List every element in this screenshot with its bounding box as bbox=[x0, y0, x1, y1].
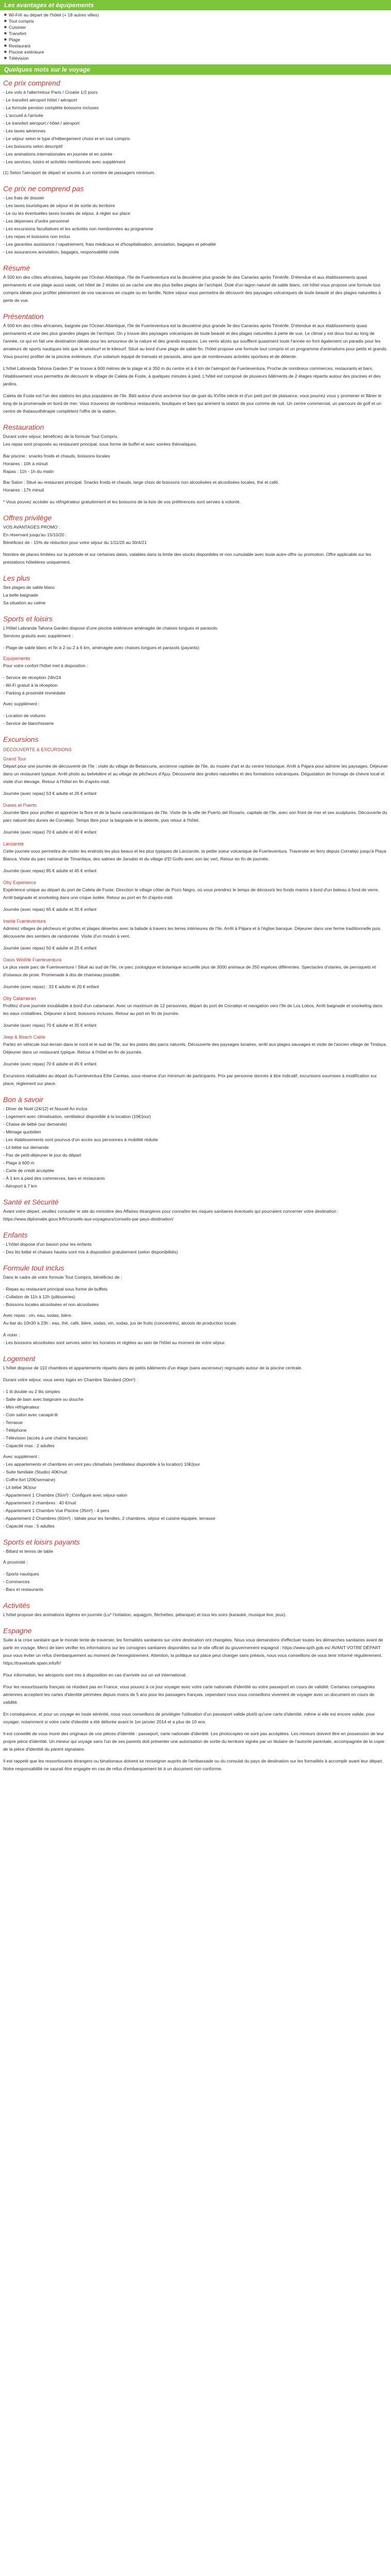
bullet-icon: ■ bbox=[4, 31, 7, 36]
bullet-icon: ■ bbox=[4, 37, 7, 42]
paragraph: L'Hôtel Labranda Tahona Garden dispose d'une piscine extérieure aménagée de chaises longues et parasols. Services gratuits avec supplément : bbox=[3, 625, 219, 638]
amenities-banner bbox=[0, 0, 391, 10]
section-6 bbox=[3, 574, 388, 607]
detail-item: - Les vols à l'aller/retour Paris / Croatie 1/2 jours bbox=[3, 90, 98, 95]
section-title: Restauration bbox=[3, 423, 44, 431]
bullet-icon: ■ bbox=[4, 43, 7, 48]
detail-item: - Les taxes touristiques de séjour et de sortie du territoire bbox=[3, 203, 115, 208]
detail-list bbox=[3, 1570, 388, 1594]
detail-item: - Parking à proximité immédiate bbox=[3, 690, 66, 696]
paragraph: Journée (avec repas) 70 € adulte et 45 € enfant bbox=[3, 1061, 97, 1066]
detail-item: - Ménage quotidien bbox=[3, 1129, 41, 1134]
detail-item: - Aéroport à 7 km bbox=[3, 1183, 37, 1189]
paragraph: Journée (avec repas) 70 € adulte et 35 € enfant bbox=[3, 1023, 97, 1028]
paragraph: À 500 km des côtes africaines, baignée par l'Océan Atlantique, l'île de Fuerteventura est la deuxième plus grande île des Canaries après Ténérife. D'étendue et aux établissements quasi permanents et une des plus grandes plages de l'archipel. On y trouve des paysages volcaniques de toute beauté et des plages naturelles à perte de vue. Le climat y est doux tout au long de l'année, ce qui en fait une destination idéale pour les amoureux de la nature et des grands espaces. Les vents alizés qui soufflent quasiment toute l'année en font également un paradis pour les amateurs de sports nautiques tels que le windsurf et le kitesurf. Situé au bord d'une plage de sable fin, l'hôtel propose une formule tout compris et un programme d'animations pour petits et grands. Vous pourrez profiter de la piscine extérieure, d'un solarium équipé de transats et parasols, ainsi que de nombreuses activités sportives et de détente. bbox=[3, 323, 388, 359]
paragraph: En conséquence, et pour un voyage en toute sérénité, nous vous conseillons de privilégier l'utilisation d'un passeport valide plutôt qu'une carte d'identité, même si elle est encore valide, pour voyager, notamment si votre carte d'identité a été délivrée avant le 1er janvier 2014 et a plus de 10 ans. bbox=[3, 1711, 375, 1724]
paragraph: Dans le cadre de votre formule Tout Compris, bénéficiez de : bbox=[3, 1275, 122, 1280]
section-title: Formule tout inclus bbox=[3, 1264, 64, 1272]
amenities-title: Les avantages et équipements bbox=[4, 2, 94, 9]
paragraph: L'hôtel propose des animations légères en journée (Lu* l'initiation, aquagym, fléchettes, pétanque) et tous les soirs (karaoké, musique live, jeux). bbox=[3, 1612, 287, 1617]
detail-item: - Salle de bain avec baignoire ou douche bbox=[3, 1397, 84, 1402]
detail-item: - Les établissements sont pourvus d'un accès aux personnes à mobilité réduite bbox=[3, 1137, 158, 1142]
section-subtitle: DÉCOUVERTE & EXCURSIONS bbox=[3, 747, 72, 752]
section-8 bbox=[3, 735, 388, 1088]
detail-item: - Boissons locales alcoolisées et non alcoolisées bbox=[3, 1302, 99, 1307]
paragraph: Journée (avec repas) 53 € adulte et 26 € enfant bbox=[3, 791, 97, 796]
paragraph: Nombre de places limitées sur la période et sur certaines dates, valables dans la limite des stocks disponibles et non cumulable avec toute autre offre ou promotion. Offre applicable sur les prestations hôtelières uniquement. bbox=[3, 552, 371, 565]
detail-item: - Le transfert aéroport hôtel / aéroport bbox=[3, 97, 77, 103]
detail-item: - Chaise de bébé (sur demande) bbox=[3, 1122, 67, 1127]
detail-item: - Terrasse bbox=[3, 1420, 23, 1425]
subheading: Inside Fuerteventura bbox=[3, 919, 46, 924]
detail-item: - Les taxes aériennes bbox=[3, 128, 46, 133]
detail-list bbox=[3, 712, 388, 727]
paragraph: Profitez d'une journée inoubliable à bord d'un catamaran. Avec un maximum de 12 personnes, départ du port de Corralejo et navigation vers l'île de Los Lobos. Arrêt baignade et snorkeling dans les eaux cristallines. Déjeuner à bord, boissons incluses. Retour au port en fin de journée. bbox=[3, 1003, 383, 1016]
subheading: Oasis Wildlife Fuerteventura bbox=[3, 957, 62, 962]
detail-list bbox=[3, 644, 388, 652]
detail-item: - Carte de crédit acceptée bbox=[3, 1168, 54, 1173]
section-1 bbox=[3, 184, 388, 256]
detail-item: - Mini réfrigérateur bbox=[3, 1404, 40, 1410]
detail-item: Rapas : 11h - 1h du matin bbox=[3, 469, 54, 474]
paragraph: Avec supplément : - Les appartements et chambres en vent peu climatisés (ventilateur disponible à la location) 10€/jour - Suite familiale (Studio) 40€/nuit - Coffre-fort (20€/semaine) - Lit bébé 3€/jour - Appartement 1 Chambre (35m²) : Configuré avec séjour-salon - Appartement 2 chambres : 40 €/nuit - Appartement 1 Chambre Vue Piscine (35m²) - 4 pers - Appartement 2 Chambres (60m²) : Idéale pour les familles, 2 chambres, séjour et cuisine équipée, terrasse - Capacité max : 5 adultes bbox=[3, 1454, 216, 1529]
section-title: Résumé bbox=[3, 264, 30, 272]
detail-item: - Collation de 11h à 12h (pâtisseries) bbox=[3, 1294, 75, 1299]
detail-list bbox=[3, 674, 388, 697]
paragraph: Journée (avec repas) 85 € adulte et 45 € enfant bbox=[3, 868, 97, 873]
bullet-icon: ■ bbox=[4, 56, 7, 60]
section-title: Activités bbox=[3, 1601, 30, 1609]
paragraph: Journée (avec repas) 50 € adulte et 25 € enfant bbox=[3, 945, 97, 951]
amenity-item bbox=[4, 24, 388, 30]
section-10 bbox=[3, 1198, 388, 1223]
detail-item: Ses plages de sable blanc bbox=[3, 585, 55, 590]
detail-list bbox=[3, 1548, 388, 1555]
detail-item: - Commerces bbox=[3, 1579, 30, 1584]
subheading: Grand Tour bbox=[3, 756, 26, 761]
detail-item: Bar piscine : snacks froids et chauds, boissons locales bbox=[3, 453, 110, 459]
subheading: Oby Experience bbox=[3, 880, 37, 885]
detail-item: - Service de réception 24h/24 bbox=[3, 675, 61, 680]
paragraph: VOS AVANTAGES PROMO : En réservant jusqu'au 15/10/20 : Bénéficiez de - 15% de réduction pour votre séjour du 1/11/20 au 30/4/21 bbox=[3, 524, 147, 545]
amenity-label: Cuisinier bbox=[9, 25, 26, 30]
detail-item: - Les dépenses d'ordre personnel bbox=[3, 218, 69, 224]
detail-item: - Le transfert aéroport / hôtel / aéroport bbox=[3, 121, 80, 126]
amenity-item bbox=[4, 18, 388, 24]
paragraph: Pour information, les aéroports sont mis à disposition en cas d'arrivée sur un vol international. bbox=[3, 1672, 187, 1677]
section-5 bbox=[3, 514, 388, 566]
detail-item: - 1 lit double ou 2 lits simples bbox=[3, 1389, 60, 1394]
detail-list bbox=[3, 1285, 388, 1309]
paragraph: Durant votre séjour, bénéficiez de la formule Tout Compris. Les repas sont proposés au restaurant principal, sous forme de buffet et avec soirées thématiques. bbox=[3, 434, 198, 447]
paragraph: Cette journée vous permettra de visiter les endroits les plus beaux et les plus typiques de Lanzarote, la petite soeur volcanique de Fuerteventura. Traversée en ferry depuis Corralejo jusqu'à Playa Blanca. Visite du parc national de Timanfaya, des salines de Janubio et du village d'El Golfo avec son lac vert. Retour en fin de journée. bbox=[3, 849, 386, 861]
subheading: Oby Catamaran bbox=[3, 996, 36, 1001]
detail-item: - Plage de sable blanc et fin à 2 ou 2 à 6 km, aménagée avec chaises longues et parasols (payants) bbox=[3, 645, 200, 650]
section-title: Présentation bbox=[3, 312, 44, 320]
paragraph: À proximité : bbox=[3, 1560, 28, 1565]
section-0 bbox=[3, 79, 388, 177]
section-title: Bon à savoir bbox=[3, 1095, 43, 1104]
paragraph: Journée (avec repas) 70 € adulte et 40 € enfant bbox=[3, 829, 97, 835]
paragraph: Expérience unique au départ du port de Caleta de Fuste. Direction le village côtier de Pozo Negro, où vous prendrez le temps de découvrir les fonds marins à bord d'un bateau à fond de verre. Arrêt baignade et snorkeling dans une crique isolée. Retour au port en fin d'après-midi. bbox=[3, 887, 379, 900]
amenity-label: Tout compris bbox=[9, 19, 34, 24]
detail-item: - Service de blanchisserie bbox=[3, 721, 54, 726]
amenity-label: Restaurant bbox=[9, 43, 31, 48]
detail-item: - À 1 km à pied des commerces, bars et restaurants bbox=[3, 1176, 105, 1181]
section-title: Santé et Sécurité bbox=[3, 1198, 59, 1206]
detail-list bbox=[3, 1241, 388, 1256]
amenity-item bbox=[4, 49, 388, 55]
detail-item: - Les assurances annulation, bagages, responsabilité civile bbox=[3, 249, 119, 255]
paragraph: Durant votre séjour, vous serez logés en Chambre Standard (20m²) : bbox=[3, 1377, 138, 1382]
paragraph: Bar Salon : Situé au restaurant principal. Snacks froids et chauds, large choix de boissons non alcoolisées et alcoolisées locales, thé et café. Horaires : 17h minuit bbox=[3, 480, 280, 493]
detail-item: - Téléphone bbox=[3, 1428, 27, 1433]
detail-item: - Les garanties assistance / rapatriement, frais médicaux et d'hospitalisation, annulation, bagages et pénalité bbox=[3, 242, 216, 247]
amenity-label: Piscine extérieure bbox=[9, 49, 44, 55]
amenity-item bbox=[4, 12, 388, 18]
bullet-icon: ■ bbox=[4, 19, 7, 23]
section-15 bbox=[3, 1601, 388, 1619]
detail-item: - Repas au restaurant principal sous forme de buffets bbox=[3, 1286, 108, 1292]
bullet-icon: ■ bbox=[4, 49, 7, 54]
detail-item: - Les repas et boissons non inclus bbox=[3, 234, 70, 239]
detail-item: - Pas de petit-déjeuner le jour du départ bbox=[3, 1153, 82, 1158]
paragraph: Partez en véhicule tout-terrain dans le nord et le sud de l'île, sur les pistes des parcs naturels. Découverte des paysages lunaires, arrêt aux plages sauvages et visite de l'ancien village de Tindaya. Déjeuner dans un restaurant typique. Retour à l'hôtel en fin de journée. bbox=[3, 1042, 387, 1055]
section-11 bbox=[3, 1231, 388, 1256]
section-title: Ce prix ne comprend pas bbox=[3, 184, 84, 193]
detail-item: - Plage à 600 m bbox=[3, 1160, 35, 1165]
detail-item: - Télévision (accès à une chaîne française) bbox=[3, 1435, 88, 1440]
detail-list bbox=[3, 1105, 388, 1190]
section-16 bbox=[3, 1626, 388, 1773]
paragraph: Journée libre pour profiter et apprécier la flore et de la faune caractéristiques de l'île. Visite de la ville de Puerto del Rosario, capitale de l'île, avec son front de mer et ses sculptures. Découverte du parc naturel des dunes de Corralejo. Temps libre pour la baignade et la détente, puis retour à l'hôtel. bbox=[3, 810, 387, 823]
paragraph: À noter : - Les boissons alcoolisées sont servies selon les horaires et réglées au sein de l'hôtel au moment de votre séjour. bbox=[3, 1332, 226, 1345]
detail-item: - Le ou les éventuelles taxes locales de séjour, à régler sur place bbox=[3, 211, 131, 216]
bullet-icon: ■ bbox=[4, 25, 7, 29]
detail-item: - Lit bébé sur demande bbox=[3, 1145, 49, 1150]
detail-item: La belle baignade bbox=[3, 592, 38, 598]
paragraph: Il est conseillé de vous munir des originaux de vos pièces d'identité : passeport, carte nationale d'identité. Les photocopies ne sont pas acceptées. Les mineurs doivent être en possession de leur propre pièce d'identité. Un mineur qui voyage sans l'un de ses parents doit présenter une autorisation de sortie du territoire signée par un titulaire de l'autorité parentale, accompagnée de la copie de la pièce d'identité du parent signataire. bbox=[3, 1731, 385, 1752]
detail-item: - L'accueil à l'arrivée bbox=[3, 113, 43, 118]
detail-item: - L'hôtel dispose d'un bassin pour les enfants bbox=[3, 1242, 92, 1247]
detail-item: - Bars et restaurants bbox=[3, 1587, 43, 1592]
section-3 bbox=[3, 312, 388, 415]
detail-item: - Les boissons selon descriptif bbox=[3, 144, 63, 149]
section-13 bbox=[3, 1354, 388, 1530]
amenity-item bbox=[4, 30, 388, 37]
detail-list bbox=[3, 452, 388, 476]
section-title: Les plus bbox=[3, 574, 30, 582]
stay-banner bbox=[0, 64, 391, 75]
paragraph: Pour votre confort l'hôtel met à disposition : bbox=[3, 663, 88, 668]
amenity-label: Plage bbox=[9, 37, 20, 42]
section-title: Excursions bbox=[3, 735, 39, 743]
paragraph: Excursions réalisables au départ du Fuerteventura Elite Caretas, sous réserve d'un minimum de participants. Prix par personne donnés à titre indicatif, excursions soumises à modification sur place, règlement sur place. bbox=[3, 1073, 377, 1086]
section-14 bbox=[3, 1538, 388, 1594]
detail-item: - Les services, loisirs et activités mentionnés avec supplément bbox=[3, 159, 125, 164]
paragraph: Caleta de Fuste est l'un des stations les plus populaires de l'île. Bâti autour d'une ancienne tour de guet du XVIIIe siècle et d'un petit port de plaisance, vous pourrez vous y promener et flâner le long de la promenade en bord de mer. Vous trouverez de nombreux restaurants, boutiques et bars qui animent la station de jour comme de nuit. Un centre commercial, un parcours de golf et un centre de thalassothérapie complètent l'offre de la station. bbox=[3, 393, 382, 414]
amenity-item bbox=[4, 43, 388, 49]
amenities-list bbox=[3, 10, 388, 64]
section-7 bbox=[3, 615, 388, 727]
paragraph: Avec repas : vin, eau, sodas, bière. Au bar du 10h30 à 23h : eau, thé, café, bière, sodas, vin, sodas, jus de fruits (concentrés), alcools de production locale. bbox=[3, 1313, 237, 1326]
paragraph: (1) Selon l'aéroport de départ et soumis à un nombre de passagers minimum. bbox=[3, 170, 155, 175]
section-title: Offres privilège bbox=[3, 514, 52, 522]
detail-item: Sa situation au calme bbox=[3, 600, 46, 605]
detail-list bbox=[3, 584, 388, 607]
detail-item: - Location de voitures bbox=[3, 713, 46, 718]
subheading: Dunes et Puerto bbox=[3, 803, 37, 808]
paragraph: Suite à la crise sanitaire que le monde tente de traverser, les formalités sanitaires sur votre destination ont changées. Nous vous demandons d'effectuer toutes les démarches sanitaires avant de partir en voyage. Merci de bien vérifier les informations sur les consignes sanitaires disponibles sur le site officiel du gouvernement espagnol : https://www.spth.gob.es/ AVANT VOTRE DÉPART pour vous éviter un refus d'embarquement au moment de l'enregistrement. Attention, la politique sur place peut changer sans préavis, nous vous conseillons de vous tenir informé régulièrement. https://travelsafe.spain.info/fr/ bbox=[3, 1637, 383, 1666]
section-title: Ce prix comprend bbox=[3, 79, 60, 87]
detail-item: - Les excursions facultatives et les activités non mentionnées au programme bbox=[3, 226, 153, 231]
detail-item: - Les animations internationales en journée et en soirée bbox=[3, 151, 112, 157]
section-2 bbox=[3, 264, 388, 304]
detail-item: Horaires : 10h à minuit bbox=[3, 461, 48, 466]
paragraph: À 500 km des côtes africaines, baignée par l'Océan Atlantique, l'île de Fuerteventura est la deuxième plus grande île des Canaries après Ténérife. D'étendue et aux établissements quasi permanents et une plage aussi vaste, cet hôtel de 2 étoiles où se cache une des plus belles plages de l'archipel. Doté d'un lagon naturel de sable blanc, cet hôtel vous propose une formule tout compris idéale pour profiter pleinement de vos vacances en couple ou en famille. Notre séjour vous permettra de découvrir des paysages volcaniques de toute beauté et des plages naturelles à perte de vue. bbox=[3, 275, 381, 303]
section-9 bbox=[3, 1095, 388, 1190]
subheading: Jeep & Beach Cable bbox=[3, 1035, 46, 1040]
section-title: Logement bbox=[3, 1354, 36, 1363]
subheading: Equipements bbox=[3, 656, 30, 661]
section-title: Sports et loisirs bbox=[3, 615, 53, 623]
detail-list bbox=[3, 89, 388, 166]
section-title: Espagne bbox=[3, 1626, 32, 1635]
detail-item: - Des lits bébé et chaises hautes sont mis à disposition gratuitement (selon disponibilités) bbox=[3, 1249, 178, 1255]
detail-item: - Wi-Fi gratuit à la réception bbox=[3, 683, 58, 688]
paragraph: Journée (avec repas) 65 € adulte et 35 € enfant bbox=[3, 907, 97, 912]
paragraph: Admirez villages de pêcheurs et grottes et plages désertes avec la balade à travers les terres intérieures de l'île. Arrêt à Pájara et à l'église baroque. Déjeuner dans une ferme traditionnelle puis découverte des sentiers de randonnée. Visite d'un moulin à vent. bbox=[3, 926, 381, 939]
bullet-icon: ■ bbox=[4, 12, 7, 17]
detail-item: - Coin salon avec canapé-lit bbox=[3, 1412, 58, 1417]
paragraph: Journée (avec repas) : 33 € adulte et 20 € enfant bbox=[3, 984, 99, 989]
section-title: Enfants bbox=[3, 1231, 28, 1239]
sections-container bbox=[3, 79, 388, 1773]
detail-list bbox=[3, 1388, 388, 1450]
amenity-label: Télévision bbox=[9, 56, 29, 61]
detail-item: - Sports nautiques bbox=[3, 1571, 39, 1577]
detail-list bbox=[3, 194, 388, 256]
amenity-item bbox=[4, 55, 388, 61]
section-4 bbox=[3, 423, 388, 506]
section-title: Sports et loisirs payants bbox=[3, 1538, 80, 1546]
paragraph: Il est rappelé que les ressortissants étrangers ou binationaux doivent se renseigner auprès de l'ambassade ou du consulat du pays de destination sur les formalités à accomplir avant leur départ. Notre responsabilité ne saurait être engagée en cas de refus d'embarquement lié à un document non conforme. bbox=[3, 1758, 383, 1771]
detail-item: - Le séjour selon le type d'hébergement choisi et en tout compris bbox=[3, 136, 130, 141]
paragraph: Le plus vaste parc de Fuerteventura ! Situé au sud de l'île, ce parc zoologique et botanique accueille plus de 3000 animaux de 250 espèces différentes. Spectacles d'otaries, de perroquets et d'oiseaux de proie. Promenade à dos de chameau possible. bbox=[3, 964, 376, 977]
paragraph: L'hôtel dispose de 110 chambres et appartements répartis dans de petits bâtiments d'un étage (sans ascenseur) regroupés autour de la piscine centrale. bbox=[3, 1365, 303, 1370]
detail-item: - Les frais de dossier bbox=[3, 195, 44, 200]
subheading: Lanzarote bbox=[3, 841, 24, 846]
detail-item: - La formule pension complète boissons incluses bbox=[3, 105, 99, 110]
detail-item: - Capacité max : 2 adultes bbox=[3, 1443, 55, 1448]
section-12 bbox=[3, 1264, 388, 1347]
paragraph: Départ pour une journée de découverte de l'île : visite du village de Betancuria, ancienne capitale de l'île, du musée d'art et du centre historique. Arrêt à Pájara pour admirer les paysages. Déjeuner dans un restaurant typique. Arrêt photo au belvédère et au village de pêcheurs d'Ajuy. Découverte des grottes naturelles et des formations volcaniques. Dégustation de fromage de chèvre local et visite d'un élevage. Retour à l'hôtel en fin d'après-midi. bbox=[3, 764, 388, 784]
amenity-label: Wi-Fi® au départ de l'hôtel (+ 18 autres villes) bbox=[9, 12, 99, 18]
detail-item: - Logement avec climatisation, ventilateur disponible à la location (10€/jour) bbox=[3, 1114, 151, 1119]
paragraph: * Vous pouvez accéder au réfrigérateur gratuitement et les boissons de la liste de vos préférences sont servies à volonté. bbox=[3, 499, 241, 504]
amenity-item bbox=[4, 37, 388, 43]
paragraph: Avant votre départ, veuillez consulter le site du ministère des Affaires étrangères pour connaître les risques sanitaires éventuels qui pourraient concerner votre destination : https://www.diplomatie.gouv.fr/fr/conseils-aux-voyageurs/conseils-par-pays-destination/ bbox=[3, 1209, 339, 1222]
detail-item: - Billard et tennis de table bbox=[3, 1549, 53, 1554]
paragraph: Avec supplément : bbox=[3, 701, 40, 706]
stay-title: Quelques mots sur le voyage bbox=[4, 66, 90, 73]
amenity-label: Transfert bbox=[9, 31, 27, 36]
detail-item: - Dîner de Noël (24/12) et Nouvel An inclus bbox=[3, 1106, 88, 1111]
paragraph: Pour les ressortissants français ne résidant pas en France, vous pouvez à ce jour voyager avec votre carte nationale d'identité ou votre passeport en cours de validité. Certaines compagnies aériennes acceptent les cartes d'identité périmées depuis moins de 5 ans pour les passagers français, cependant nous vous conseillons vivement de voyager avec un document en cours de validité. bbox=[3, 1684, 375, 1705]
paragraph: L'hôtel Labranda Tahona Garden 3* se trouve à 600 mètres de la plage et à 350 m du centre et à 4 km de l'aéroport de Fuerteventura. Proche de nombreux commerces, restaurants et bars, l'établissement vous permettra de découvrir le village de Caleta de Fuste, à quelques minutes à pied. L'hôtel est composé de plusieurs bâtiments de 2 étages répartis autour des piscines et des jardins. bbox=[3, 366, 381, 386]
